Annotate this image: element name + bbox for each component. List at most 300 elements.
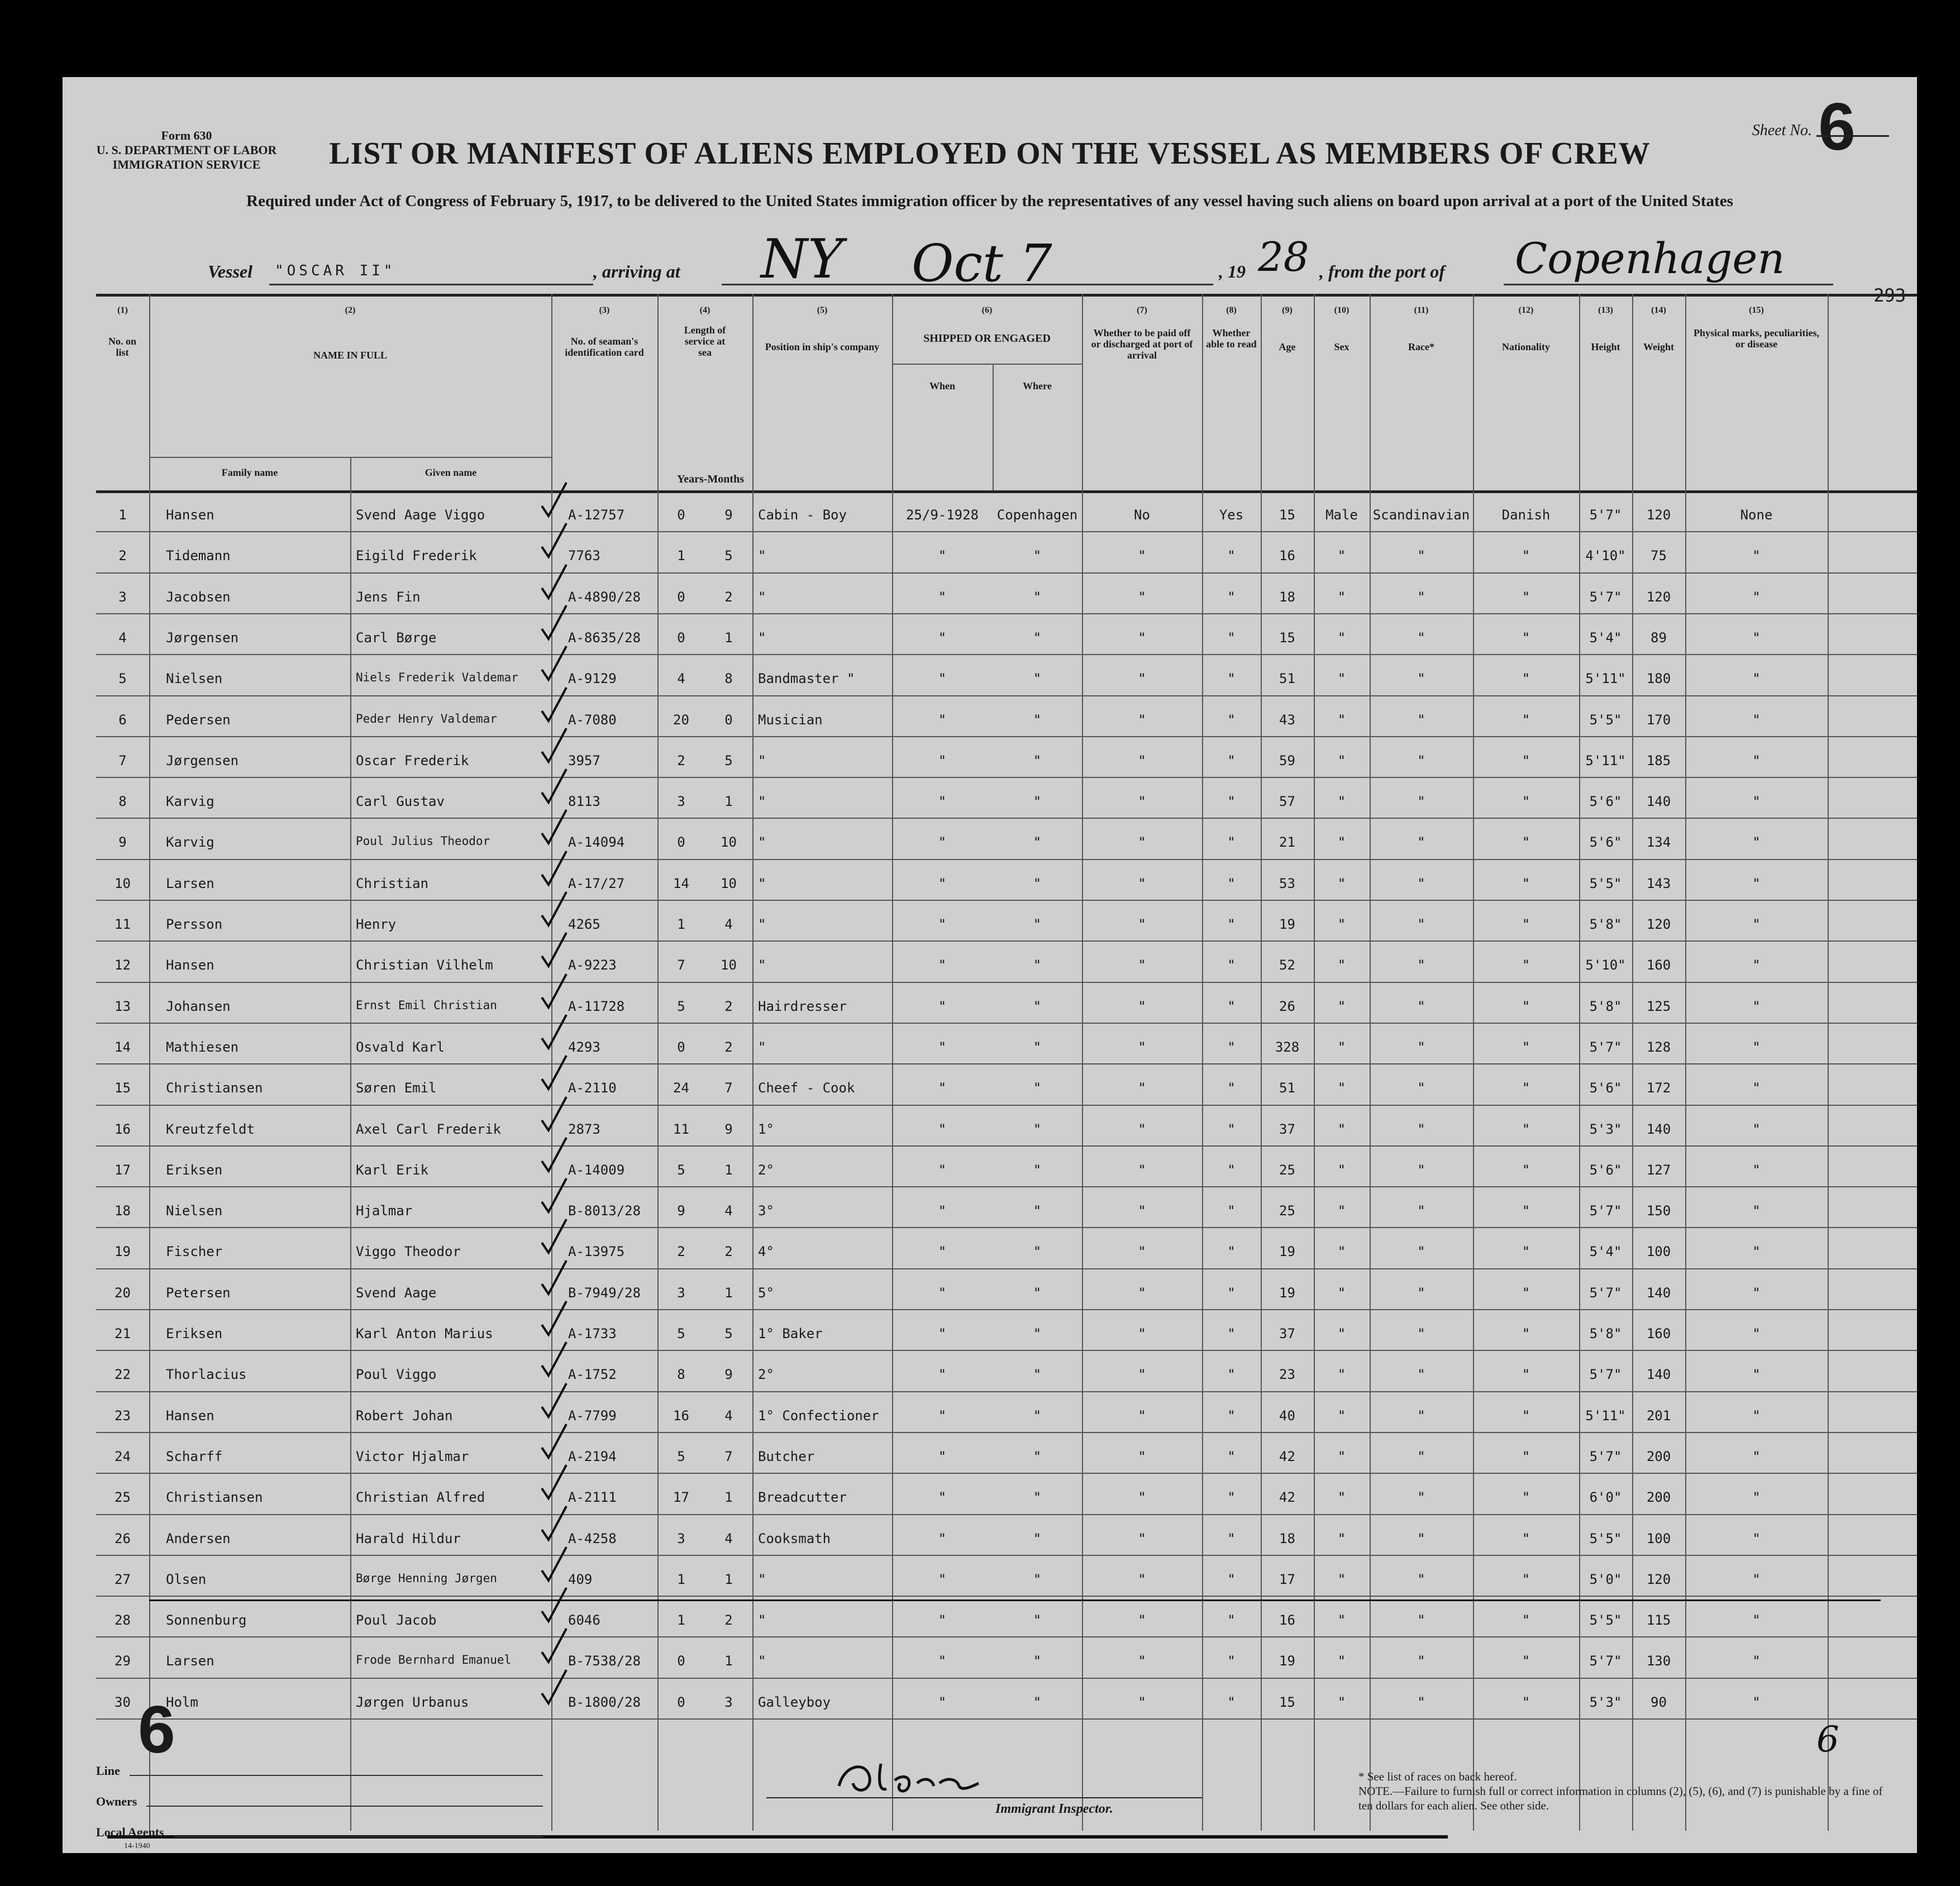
cell-when: " (938, 875, 947, 891)
cell-position: Bandmaster " (758, 671, 855, 687)
cell-paid: " (1138, 1694, 1146, 1710)
cell-given: Svend Aage (356, 1285, 437, 1301)
cell-months: 7 (724, 1448, 733, 1464)
footer-sheet-number: 6 (138, 1692, 175, 1767)
cell-months: 5 (724, 1326, 733, 1341)
cell-height: 5'5" (1589, 712, 1622, 728)
cell-nationality: " (1522, 548, 1530, 564)
checkmark-icon (537, 766, 571, 805)
cell-sex: " (1337, 875, 1346, 891)
cell-sex: " (1337, 1530, 1346, 1546)
cell-age: 25 (1279, 1162, 1295, 1178)
cell-nationality: " (1522, 794, 1530, 810)
cell-age: 19 (1279, 1285, 1295, 1301)
cell-race: " (1417, 1612, 1425, 1629)
table-row (96, 818, 1828, 858)
cell-where: " (1033, 1080, 1042, 1096)
cell-when: " (938, 1530, 947, 1546)
cell-position: 2° (758, 1367, 774, 1383)
cell-nationality: " (1522, 1367, 1530, 1383)
cell-sex: Male (1325, 507, 1358, 523)
cell-where: " (1033, 1121, 1042, 1137)
agents-field (174, 1836, 543, 1837)
cell-weight: 160 (1646, 1326, 1671, 1341)
cell-position: Breadcutter (758, 1489, 847, 1506)
cell-age: 25 (1279, 1203, 1295, 1219)
checkmark-icon (537, 1094, 571, 1133)
cell-paid: " (1138, 1039, 1146, 1055)
line-field (130, 1775, 543, 1776)
cell-height: 5'7" (1589, 1367, 1622, 1383)
cell-years: 1 (677, 548, 685, 564)
checkmark-icon (537, 561, 571, 600)
form-number: Form 630 (161, 128, 212, 142)
cell-months: 1 (724, 1571, 733, 1587)
cell-family: Christiansen (166, 1080, 263, 1096)
from-port: Copenhagen (1515, 233, 1785, 283)
cell-age: 59 (1279, 752, 1295, 768)
cell-sex: " (1337, 1571, 1346, 1587)
cell-height: 6'0" (1589, 1489, 1622, 1506)
col-header-race: Race* (1408, 341, 1434, 352)
cell-where: " (1033, 1694, 1042, 1710)
cell-race: " (1417, 752, 1425, 768)
cell-family: Hansen (166, 507, 214, 523)
cell-given: Niels Frederik Valdemar (356, 671, 518, 685)
cell-race: " (1417, 1367, 1425, 1383)
cell-months: 10 (721, 834, 737, 851)
cell-race: " (1417, 1694, 1425, 1710)
cell-age: 53 (1279, 875, 1295, 891)
table-row (96, 1227, 1828, 1268)
table-row (96, 1023, 1828, 1063)
cell-height: 5'8" (1589, 916, 1622, 932)
col-number-11: (11) (1414, 305, 1429, 315)
cell-family: Sonnenburg (166, 1612, 247, 1629)
cell-race: " (1417, 548, 1425, 564)
cell-sex: " (1337, 794, 1346, 810)
col-header-height: Height (1591, 341, 1620, 352)
cell-years: 2 (677, 1244, 685, 1260)
col-number-6: (6) (981, 305, 993, 315)
cell-sex: " (1337, 1285, 1346, 1301)
cell-card: A-2111 (568, 1489, 617, 1506)
cell-no: 27 (115, 1571, 131, 1587)
cell-paid: " (1138, 589, 1146, 605)
cell-card: 6046 (568, 1612, 600, 1629)
from-field-line (1504, 284, 1833, 285)
from-label: , from the port of (1319, 261, 1445, 281)
cell-years: 0 (677, 589, 685, 605)
cell-weight: 90 (1651, 1694, 1667, 1710)
cell-nationality: " (1522, 1285, 1530, 1301)
col-header-years-months: Years-Months (677, 473, 744, 485)
cell-card: A-7080 (568, 712, 617, 728)
cell-race: " (1417, 1203, 1425, 1219)
cell-card: A-8635/28 (568, 629, 641, 646)
cell-position: Butcher (758, 1448, 815, 1464)
cell-given: Hjalmar (356, 1203, 413, 1219)
cell-height: 5'5" (1589, 1612, 1622, 1629)
cell-where: " (1033, 629, 1042, 646)
cell-physical: " (1752, 752, 1761, 768)
cell-race: " (1417, 1653, 1425, 1669)
vessel-field-line (269, 284, 593, 285)
cell-paid: " (1138, 712, 1146, 728)
cell-paid: " (1138, 1203, 1146, 1219)
cell-months: 1 (724, 1489, 733, 1506)
cell-months: 2 (724, 998, 733, 1014)
vessel-label: Vessel (208, 261, 252, 281)
vessel-name: "OSCAR II" (275, 262, 396, 279)
cell-family: Tidemann (166, 548, 231, 564)
cell-when: " (938, 1121, 947, 1137)
cell-years: 16 (673, 1407, 689, 1424)
sheet-number: 6 (1818, 89, 1856, 164)
cell-height: 5'6" (1589, 1080, 1622, 1096)
cell-years: 0 (677, 1694, 685, 1710)
checkmark-icon (537, 1257, 571, 1296)
cell-paid: No (1134, 507, 1150, 523)
cell-physical: " (1752, 998, 1761, 1014)
cell-position: 1° Baker (758, 1326, 823, 1341)
cell-no: 17 (115, 1162, 131, 1178)
cell-paid: " (1138, 1121, 1146, 1137)
cell-years: 0 (677, 507, 685, 523)
cell-age: 15 (1279, 629, 1295, 646)
cell-age: 19 (1279, 1653, 1295, 1669)
col-header-age: Age (1279, 341, 1296, 352)
cell-age: 42 (1279, 1489, 1295, 1506)
col-number-14: (14) (1651, 305, 1666, 315)
cell-race: " (1417, 834, 1425, 851)
cell-race: " (1417, 1244, 1425, 1260)
cell-position: " (758, 548, 766, 564)
cell-age: 19 (1279, 916, 1295, 932)
cell-no: 2 (118, 548, 127, 564)
cell-sex: " (1337, 1407, 1346, 1424)
cell-nationality: " (1522, 1407, 1530, 1424)
cell-read: " (1227, 1121, 1236, 1137)
cell-read: " (1227, 998, 1236, 1014)
cell-position: " (758, 1039, 766, 1055)
cell-nationality: " (1522, 957, 1530, 973)
table-row (96, 900, 1828, 940)
cell-height: 5'0" (1589, 1571, 1622, 1587)
cell-height: 4'10" (1585, 548, 1626, 564)
cell-physical: " (1752, 834, 1761, 851)
cell-card: A-12757 (568, 507, 625, 523)
cell-family: Mathiesen (166, 1039, 239, 1055)
cell-nationality: " (1522, 1571, 1530, 1587)
cell-height: 5'3" (1589, 1121, 1622, 1137)
cell-race: " (1417, 712, 1425, 728)
cell-years: 5 (677, 1162, 685, 1178)
cell-card: A-4890/28 (568, 589, 641, 605)
cell-nationality: " (1522, 1203, 1530, 1219)
checkmark-icon (537, 1584, 571, 1624)
cell-given: Karl Anton Marius (356, 1326, 493, 1341)
cell-paid: " (1138, 1489, 1146, 1506)
cell-sex: " (1337, 1121, 1346, 1137)
cell-card: A-14094 (568, 834, 625, 851)
cell-position: " (758, 834, 766, 851)
cell-family: Larsen (166, 875, 214, 891)
cell-weight: 150 (1646, 1203, 1671, 1219)
cell-read: " (1227, 794, 1236, 810)
cell-months: 5 (724, 548, 733, 564)
cell-weight: 130 (1646, 1653, 1671, 1669)
cell-card: 2873 (568, 1121, 600, 1137)
cell-given: Christian (356, 875, 429, 891)
cell-sex: " (1337, 712, 1346, 728)
cell-age: 52 (1279, 957, 1295, 973)
cell-years: 5 (677, 1448, 685, 1464)
cell-card: B-7538/28 (568, 1653, 641, 1669)
cell-nationality: " (1522, 834, 1530, 851)
cell-sex: " (1337, 916, 1346, 932)
cell-family: Scharff (166, 1448, 223, 1464)
cell-sex: " (1337, 1448, 1346, 1464)
table-row (96, 1309, 1828, 1350)
cell-card: A-17/27 (568, 875, 625, 891)
col-header-family: Family name (221, 467, 278, 478)
cell-years: 20 (673, 712, 689, 728)
cell-age: 26 (1279, 998, 1295, 1014)
cell-no: 9 (118, 834, 127, 851)
cell-where: " (1033, 1039, 1042, 1055)
row-rule (96, 1718, 1917, 1720)
cell-sex: " (1337, 834, 1346, 851)
cell-height: 5'11" (1585, 671, 1626, 687)
cell-no: 6 (118, 712, 127, 728)
cell-years: 17 (673, 1489, 689, 1506)
cell-where: " (1033, 1530, 1042, 1546)
cell-when: " (938, 916, 947, 932)
col-header-weight: Weight (1643, 341, 1674, 352)
cell-nationality: " (1522, 1489, 1530, 1506)
cell-months: 7 (724, 1080, 733, 1096)
cell-when: " (938, 834, 947, 851)
cell-sex: " (1337, 1244, 1346, 1260)
cell-paid: " (1138, 1571, 1146, 1587)
cell-paid: " (1138, 1612, 1146, 1629)
cell-height: 5'11" (1585, 1407, 1626, 1424)
cell-given: Robert Johan (356, 1407, 453, 1424)
cell-read: " (1227, 1407, 1236, 1424)
strikethrough-row-27 (149, 1599, 1881, 1601)
cell-given: Jørgen Urbanus (356, 1694, 469, 1710)
cell-physical: " (1752, 1489, 1761, 1506)
cell-given: Poul Jacob (356, 1612, 437, 1629)
cell-weight: 75 (1651, 548, 1667, 564)
cell-read: " (1227, 1326, 1236, 1341)
cell-given: Søren Emil (356, 1080, 437, 1096)
cell-height: 5'7" (1589, 1039, 1622, 1055)
checkmark-icon (537, 1011, 571, 1051)
cell-given: Svend Aage Viggo (356, 507, 485, 523)
cell-family: Olsen (166, 1571, 207, 1587)
cell-height: 5'4" (1589, 1244, 1622, 1260)
col-header-name: NAME IN FULL (313, 350, 387, 361)
cell-when: " (938, 1080, 947, 1096)
cell-physical: " (1752, 1326, 1761, 1341)
cell-height: 5'8" (1589, 998, 1622, 1014)
col-header-position: Position in ship's company (765, 341, 880, 352)
cell-when: " (938, 1653, 947, 1669)
cell-physical: " (1752, 1080, 1761, 1096)
col-number-13: (13) (1598, 305, 1613, 315)
table-row (96, 613, 1828, 654)
col-header-length: Length of service at sea (684, 324, 726, 358)
cell-where: " (1033, 712, 1042, 728)
cell-weight: 201 (1646, 1407, 1671, 1424)
cell-position: Cheef - Cook (758, 1080, 855, 1096)
cell-family: Pedersen (166, 712, 231, 728)
col-number-8: (8) (1226, 305, 1237, 315)
cell-race: " (1417, 916, 1425, 932)
table-row (96, 1391, 1828, 1432)
cell-no: 30 (115, 1694, 131, 1710)
cell-years: 4 (677, 671, 685, 687)
cell-paid: " (1138, 1285, 1146, 1301)
cell-nationality: " (1522, 1121, 1530, 1137)
cell-height: 5'6" (1589, 794, 1622, 810)
checkmark-icon (537, 1667, 571, 1706)
arriving-port: NY (761, 228, 843, 290)
col-header-no: No. on list (108, 336, 137, 358)
cell-weight: 127 (1646, 1162, 1671, 1178)
cell-nationality: " (1522, 875, 1530, 891)
cell-no: 29 (115, 1653, 131, 1669)
cell-where: " (1033, 548, 1042, 564)
cell-given: Carl Børge (356, 629, 437, 646)
cell-when: " (938, 1039, 947, 1055)
cell-position: " (758, 957, 766, 973)
col-number-12: (12) (1518, 305, 1534, 315)
cell-where: " (1033, 1489, 1042, 1506)
cell-given: Peder Henry Valdemar (356, 712, 497, 725)
cell-months: 9 (724, 1121, 733, 1137)
cell-where: " (1033, 916, 1042, 932)
cell-sex: " (1337, 1080, 1346, 1096)
cell-height: 5'7" (1589, 1448, 1622, 1464)
cell-where: " (1033, 957, 1042, 973)
cell-position: Galleyboy (758, 1694, 831, 1710)
cell-height: 5'7" (1589, 1285, 1622, 1301)
cell-no: 3 (118, 589, 127, 605)
cell-paid: " (1138, 1326, 1146, 1341)
cell-family: Jørgensen (166, 752, 239, 768)
cell-read: " (1227, 1612, 1236, 1629)
cell-when: " (938, 1612, 947, 1629)
col-header-read: Whether able to read (1206, 327, 1257, 350)
cell-read: " (1227, 1489, 1236, 1506)
owners-label: Owners (96, 1794, 137, 1808)
cell-paid: " (1138, 1653, 1146, 1669)
cell-years: 24 (673, 1080, 689, 1096)
cell-physical: " (1752, 589, 1761, 605)
col-header-when: When (929, 380, 955, 391)
cell-weight: 120 (1646, 1571, 1671, 1587)
cell-nationality: " (1522, 671, 1530, 687)
table-row (96, 695, 1828, 736)
cell-family: Christiansen (166, 1489, 263, 1506)
cell-where: " (1033, 834, 1042, 851)
cell-paid: " (1138, 1530, 1146, 1546)
page-title: LIST OR MANIFEST OF ALIENS EMPLOYED ON THE VESSEL AS MEMBERS OF CREW (329, 136, 1651, 171)
cell-where: " (1033, 1285, 1042, 1301)
cell-where: " (1033, 752, 1042, 768)
cell-sex: " (1337, 589, 1346, 605)
checkmark-icon (537, 889, 571, 928)
table-row (96, 982, 1828, 1023)
cell-years: 0 (677, 1653, 685, 1669)
cell-no: 1 (118, 507, 127, 523)
service-name: IMMIGRATION SERVICE (112, 157, 261, 171)
cell-height: 5'10" (1585, 957, 1626, 973)
cell-months: 2 (724, 1612, 733, 1629)
cell-physical: " (1752, 1653, 1761, 1669)
cell-given: Oscar Frederik (356, 752, 469, 768)
checkmark-icon (537, 1380, 571, 1419)
cell-card: 4265 (568, 916, 600, 932)
cell-weight: 185 (1646, 752, 1671, 768)
col-number-5: (5) (817, 305, 828, 315)
cell-sex: " (1337, 548, 1346, 564)
agents-label: Local Agents (96, 1825, 164, 1839)
checkmark-icon (537, 1052, 571, 1091)
cell-nationality: " (1522, 1530, 1530, 1546)
cell-weight: 125 (1646, 998, 1671, 1014)
table-row (96, 1473, 1828, 1513)
cell-weight: 100 (1646, 1530, 1671, 1546)
cell-race: " (1417, 1285, 1425, 1301)
cell-weight: 140 (1646, 794, 1671, 810)
cell-weight: 120 (1646, 589, 1671, 605)
col-number-2: (2) (345, 305, 356, 315)
cell-age: 18 (1279, 589, 1295, 605)
cell-given: Eigild Frederik (356, 548, 477, 564)
cell-years: 8 (677, 1367, 685, 1383)
cell-card: B-1800/28 (568, 1694, 641, 1710)
checkmark-icon (537, 1175, 571, 1214)
cell-when: " (938, 1367, 947, 1383)
cell-no: 25 (115, 1489, 131, 1506)
table-row (96, 1063, 1828, 1104)
cell-physical: " (1752, 1203, 1761, 1219)
cell-position: " (758, 589, 766, 605)
cell-height: 5'6" (1589, 834, 1622, 851)
cell-given: Carl Gustav (356, 794, 445, 810)
cell-months: 1 (724, 1162, 733, 1178)
cell-when: " (938, 1407, 947, 1424)
cell-race: " (1417, 794, 1425, 810)
cell-race: " (1417, 1039, 1425, 1055)
cell-card: A-9129 (568, 671, 617, 687)
cell-given: Christian Vilhelm (356, 957, 493, 973)
checkmark-icon (537, 1216, 571, 1255)
cell-paid: " (1138, 671, 1146, 687)
cell-paid: " (1138, 794, 1146, 810)
cell-years: 11 (673, 1121, 689, 1137)
cell-weight: 140 (1646, 1285, 1671, 1301)
arriving-field-line (722, 284, 1213, 285)
cell-family: Andersen (166, 1530, 231, 1546)
cell-no: 18 (115, 1203, 131, 1219)
table-row (96, 736, 1828, 777)
cell-when: " (938, 957, 947, 973)
